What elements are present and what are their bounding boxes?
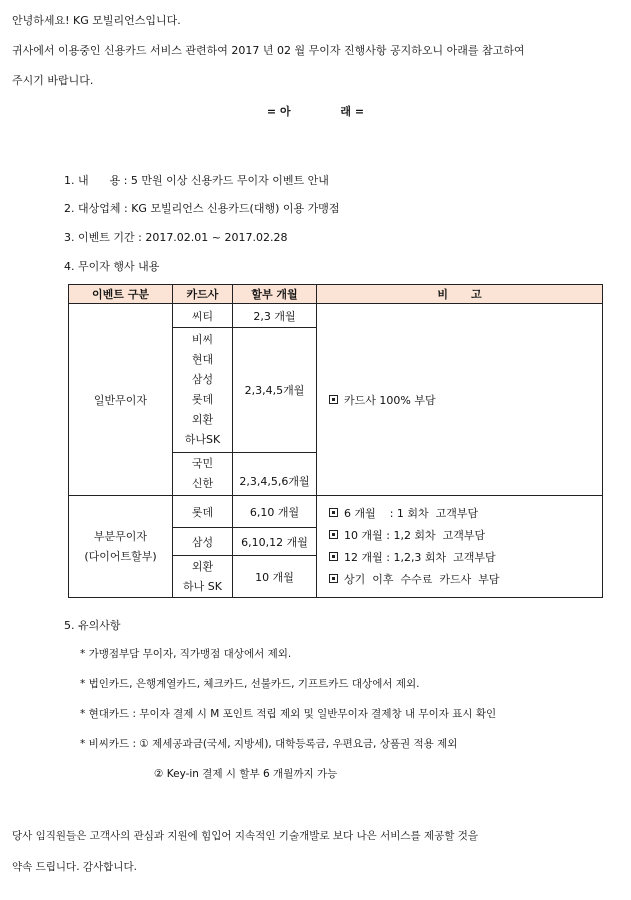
card-cell: 삼성 — [173, 528, 233, 556]
cautions-title: 5. 유의사항 — [64, 619, 121, 632]
remark-text: 6 개월 : 1 회차 고객부담 — [344, 506, 479, 520]
header-installment-months: 할부 개월 — [233, 285, 317, 304]
remark-text: 상기 이후 수수료 카드사 부담 — [344, 572, 500, 586]
card-name: 현대 — [191, 353, 214, 366]
card-name: 외환 — [191, 559, 214, 573]
card-cell: 씨티 — [173, 304, 233, 328]
caution-item: ② Key-in 결제 시 할부 6 개월까지 가능 — [154, 768, 338, 780]
partial-remarks-cell — [317, 496, 603, 598]
partial-label-line: (다이어트할부) — [84, 549, 157, 563]
installment-table — [68, 284, 603, 598]
card-name: 비씨 — [191, 333, 214, 346]
closing-line-2: 약속 드립니다. 감사합니다. — [12, 861, 137, 873]
months-cell: 10 개월 — [233, 556, 317, 598]
partial-event-label — [69, 496, 173, 598]
partial-label-line: 부분무이자 — [93, 529, 148, 543]
remark-line — [329, 503, 602, 525]
checkbox-icon — [329, 395, 338, 404]
card-cell: 롯데 — [173, 496, 233, 528]
remark-text: 10 개월 : 1,2 회차 고객부담 — [344, 528, 486, 542]
intro-line-2: 주시기 바랍니다. — [12, 74, 94, 87]
card-name: 하나SK — [184, 433, 221, 446]
list-item-period: 3. 이벤트 기간 : 2017.02.01 ~ 2017.02.28 — [64, 231, 288, 244]
caution-item: * 비씨카드 : ① 제세공과금(국세, 지방세), 대학등록금, 우편요금, 상품권 적용 제외 — [80, 738, 458, 750]
card-cell — [173, 453, 233, 496]
checkbox-icon — [329, 508, 338, 517]
card-name: 롯데 — [191, 393, 214, 406]
checkbox-icon — [329, 552, 338, 561]
months-cell: 6,10,12 개월 — [233, 528, 317, 556]
card-name: 국민 — [191, 457, 214, 470]
checkbox-icon — [329, 530, 338, 539]
months-cell: 6,10 개월 — [233, 496, 317, 528]
intro-line-1: 귀사에서 이용중인 신용카드 서비스 관련하여 2017 년 02 월 무이자 진행사항 공지하오니 아래를 참고하여 — [12, 44, 525, 57]
header-remarks: 비 고 — [317, 285, 603, 304]
general-remark: 카드사 100% 부담 — [344, 393, 436, 407]
card-name: 삼성 — [191, 373, 214, 386]
card-cell — [173, 328, 233, 453]
checkbox-icon — [329, 574, 338, 583]
remark-line — [329, 569, 602, 591]
remark-text: 12 개월 : 1,2,3 회차 고객부담 — [344, 550, 496, 564]
caution-item: * 현대카드 : 무이자 결제 시 M 포인트 적립 제외 및 일반무이자 결제창 내 무이자 표시 확인 — [80, 708, 497, 720]
general-event-label: 일반무이자 — [69, 304, 173, 496]
closing-line-1: 당사 임직원들은 고객사의 관심과 지원에 힘입어 지속적인 기술개발로 보다 나은 서비스를 제공할 것을 — [12, 830, 479, 842]
general-remark-cell — [317, 304, 603, 496]
table-row — [69, 496, 603, 528]
caution-item: * 법인카드, 은행계열카드, 체크카드, 선불카드, 기프트카드 대상에서 제외. — [80, 678, 420, 690]
table-header-row — [69, 285, 603, 304]
list-item-details: 4. 무이자 행사 내용 — [64, 260, 160, 273]
card-cell — [173, 556, 233, 598]
remark-line — [329, 525, 602, 547]
list-item-target: 2. 대상업체 : KG 모빌리언스 신용카드(대행) 이용 가맹점 — [64, 202, 340, 215]
greeting: 안녕하세요! KG 모빌리언스입니다. — [12, 14, 181, 27]
header-event-type: 이벤트 구분 — [69, 285, 173, 304]
remark-line — [329, 547, 602, 569]
list-item-content: 1. 내 용 : 5 만원 이상 신용카드 무이자 이벤트 안내 — [64, 174, 329, 187]
months-cell: 2,3,4,5,6개월 — [233, 453, 317, 496]
table-row — [69, 304, 603, 328]
card-name: 외환 — [191, 413, 214, 426]
months-cell: 2,3 개월 — [233, 304, 317, 328]
card-name: 하나 SK — [183, 579, 222, 593]
header-card-company: 카드사 — [173, 285, 233, 304]
months-cell: 2,3,4,5개월 — [233, 328, 317, 453]
card-name: 신한 — [191, 477, 214, 490]
caution-item: * 가맹점부담 무이자, 직가맹점 대상에서 제외. — [80, 648, 292, 660]
section-heading: = 아 래 = — [266, 105, 365, 118]
